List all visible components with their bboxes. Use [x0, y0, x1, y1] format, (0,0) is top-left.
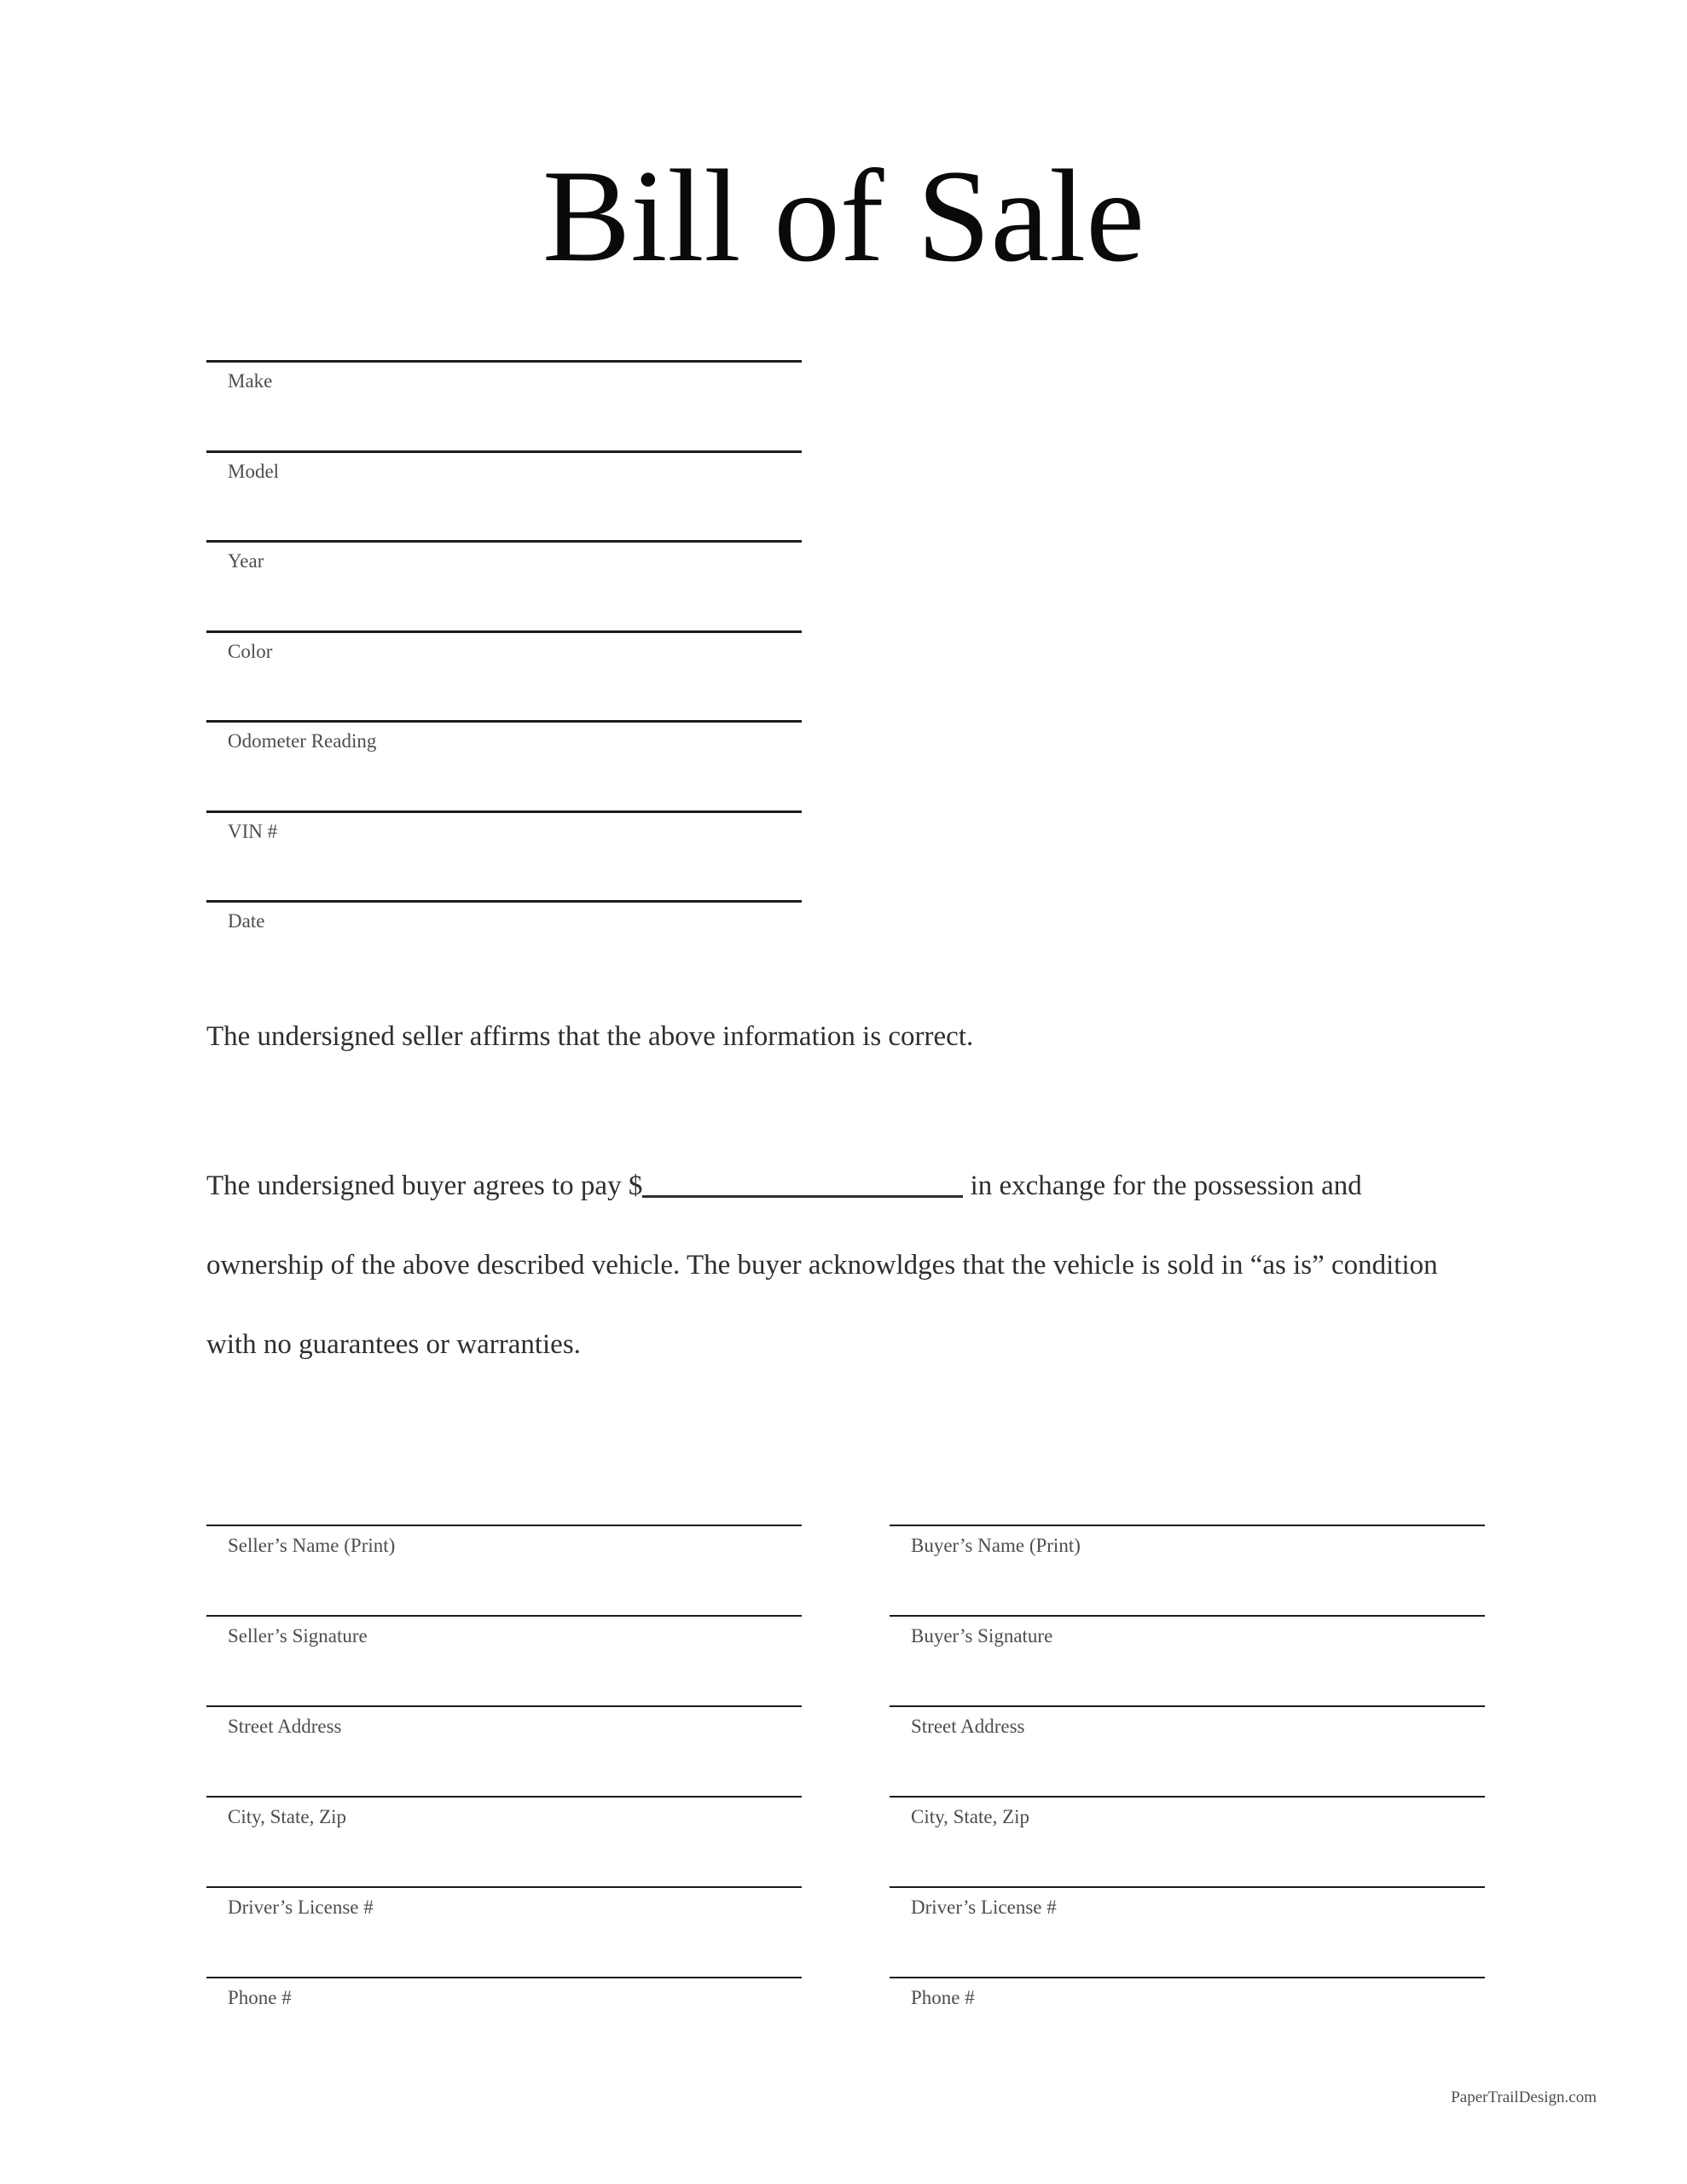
seller-name-field-row [206, 1525, 802, 1615]
seller-phone-label: Phone # [228, 1987, 292, 2008]
odometer-field-row [206, 720, 802, 810]
year-field-label: Year [228, 550, 264, 572]
buyer-signature-field-row [890, 1615, 1485, 1705]
seller-drivers-license-label: Driver’s License # [228, 1896, 374, 1918]
buyer-city-state-zip-field-row [890, 1796, 1485, 1886]
year-field-row [206, 540, 802, 630]
buyer-agreement-pre-text: The undersigned buyer agrees to pay $ [206, 1170, 643, 1201]
buyer-drivers-license-field-row [890, 1886, 1485, 1977]
color-field-label: Color [228, 640, 273, 662]
buyer-street-address-label: Street Address [911, 1716, 1025, 1737]
signature-section [206, 1525, 1485, 2067]
make-field-label: Make [228, 370, 273, 392]
seller-city-state-zip-field-row [206, 1796, 802, 1886]
seller-name-label: Seller’s Name (Print) [228, 1535, 396, 1556]
seller-phone-field-row [206, 1977, 802, 2067]
buyer-agreement-post-text: in exchange for the possession and ownership of the above described vehicle. The buyer acknowldges that the vehicle is sold in “as is” condition with no guarantees or warranties. [206, 1170, 1438, 1360]
buyer-name-label: Buyer’s Name (Print) [911, 1535, 1081, 1556]
footer-credit: PaperTrailDesign.com [1451, 2088, 1597, 2106]
buyer-name-field-row [890, 1525, 1485, 1615]
seller-signature-label: Seller’s Signature [228, 1625, 368, 1647]
date-field-row [206, 900, 802, 990]
seller-street-address-label: Street Address [228, 1716, 342, 1737]
buyer-phone-label: Phone # [911, 1987, 975, 2008]
make-field-row [206, 360, 802, 450]
vin-field-row [206, 810, 802, 901]
color-field-row [206, 630, 802, 721]
buyer-agreement-text [206, 1147, 1447, 1385]
vin-field-label: VIN # [228, 820, 278, 842]
seller-signature-field-row [206, 1615, 802, 1705]
buyer-city-state-zip-label: City, State, Zip [911, 1806, 1030, 1827]
amount-fill-line[interactable] [642, 1170, 963, 1198]
model-field-row [206, 450, 802, 541]
seller-drivers-license-field-row [206, 1886, 802, 1977]
buyer-signature-label: Buyer’s Signature [911, 1625, 1053, 1647]
buyer-column [890, 1525, 1485, 2067]
seller-city-state-zip-label: City, State, Zip [228, 1806, 347, 1827]
date-field-label: Date [228, 910, 265, 932]
seller-affirmation-text: The undersigned seller affirms that the above information is correct. [206, 1021, 974, 1052]
odometer-field-label: Odometer Reading [228, 730, 377, 752]
vehicle-info-section [206, 360, 802, 990]
buyer-phone-field-row [890, 1977, 1485, 2067]
buyer-drivers-license-label: Driver’s License # [911, 1896, 1057, 1918]
model-field-label: Model [228, 460, 280, 482]
buyer-street-address-field-row [890, 1705, 1485, 1796]
seller-column [206, 1525, 802, 2067]
seller-street-address-field-row [206, 1705, 802, 1796]
page-title: Bill of Sale [542, 142, 1145, 289]
